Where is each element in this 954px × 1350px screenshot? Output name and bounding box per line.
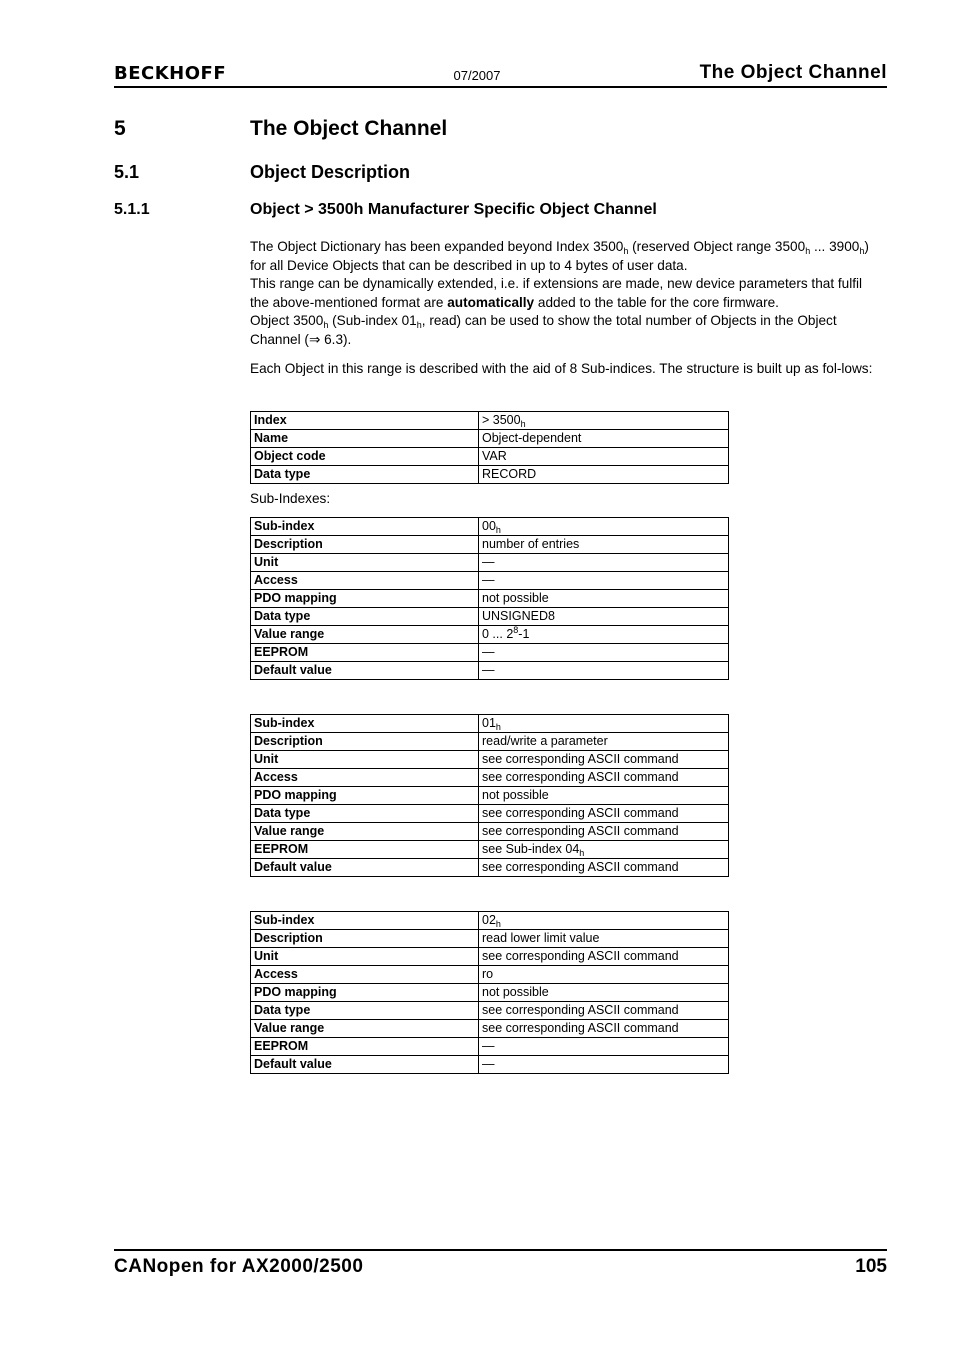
table-row [251,984,729,1002]
row-label: Data type [251,805,479,823]
row-value [479,841,729,859]
row-value [479,518,729,536]
value-text: not possible [482,788,549,802]
table-row [251,412,729,430]
value-text: 0 ... 2 [482,627,514,641]
intro-line-group-3 [250,312,880,349]
value-text: see corresponding ASCII command [482,824,679,838]
intro-text-segment: ... 3900 [810,239,860,254]
intro-paragraph [250,238,880,349]
row-label: Description [251,733,479,751]
value-text: see corresponding ASCII command [482,1003,679,1017]
row-label: Unit [251,751,479,769]
row-label: Data type [251,1002,479,1020]
row-value [479,608,729,626]
row-label: Unit [251,554,479,572]
row-value [479,536,729,554]
table-row [251,841,729,859]
row-label: PDO mapping [251,984,479,1002]
row-value [479,590,729,608]
row-value [479,823,729,841]
intro-text-segment: 6.3). [320,331,352,347]
table-row [251,930,729,948]
value-text: — [482,1057,495,1071]
header-date: 07/2007 [453,68,501,83]
row-label: Data type [251,608,479,626]
value-text: see corresponding ASCII command [482,860,679,874]
row-value [479,751,729,769]
row-label: Object code [251,448,479,466]
table-row [251,787,729,805]
table-row [251,769,729,787]
table-row [251,518,729,536]
footer-rule [114,1249,887,1251]
hex-suffix: h [323,320,329,330]
row-value [479,1056,729,1074]
table-row [251,823,729,841]
row-label: PDO mapping [251,787,479,805]
table-row [251,608,729,626]
hex-suffix: h [495,919,501,929]
value-text: see corresponding ASCII command [482,1021,679,1035]
intro-text-segment: , read) can be used to show the total number of Objects in the Object Channel ( [250,313,837,347]
row-value [479,1038,729,1056]
hex-suffix: h [416,320,422,330]
table-row [251,859,729,877]
value-text: see corresponding ASCII command [482,806,679,820]
value-text: — [482,573,495,587]
value-text: — [482,645,495,659]
value-text: number of entries [482,537,580,551]
row-value [479,769,729,787]
table-row [251,644,729,662]
heading-2-title: Object Description [250,162,411,182]
row-value [479,948,729,966]
heading-3-number: 5.1.1 [114,201,150,218]
object-table [250,411,729,484]
row-label: Access [251,966,479,984]
row-label: EEPROM [251,644,479,662]
intro-text-segment: The Object Dictionary has been expanded beyond Index 3500 [250,239,624,254]
row-value [479,966,729,984]
row-label: Default value [251,1056,479,1074]
row-value [479,912,729,930]
table-row [251,590,729,608]
intro-text-segment: Object 3500 [250,313,324,328]
value-text: not possible [482,591,549,605]
table-row [251,966,729,984]
row-value [479,572,729,590]
row-value [479,466,729,484]
value-text: 01 [482,716,496,730]
value-text: RECORD [482,467,537,481]
footer-page-number: 105 [855,1256,887,1277]
hex-suffix: h [623,246,629,256]
intro-text-segment: added to the table for the core firmware. [534,294,779,310]
table-row [251,626,729,644]
footer-document-title: CANopen for AX2000/2500 [114,1256,364,1277]
table-row [251,733,729,751]
table-row [251,466,729,484]
value-text: VAR [482,449,507,463]
header-section-title: The Object Channel [699,62,887,83]
row-label: PDO mapping [251,590,479,608]
row-label: Value range [251,1020,479,1038]
hex-suffix: h [805,246,811,256]
row-label: Sub-index [251,518,479,536]
row-value [479,715,729,733]
sub-index-01-table [250,714,729,877]
value-text: 00 [482,519,496,533]
row-label: Index [251,412,479,430]
row-label: Description [251,536,479,554]
exponent: 8 [513,625,519,635]
row-label: Access [251,572,479,590]
value-text: see corresponding ASCII command [482,752,679,766]
hex-suffix: h [579,848,585,858]
hex-suffix: h [495,525,501,535]
row-label: Default value [251,859,479,877]
value-tail: -1 [518,627,530,641]
value-text: ro [482,967,494,981]
row-value [479,412,729,430]
heading-3-title: Object > 3500h Manufacturer Specific Object Channel [250,201,657,218]
value-text: — [482,663,495,677]
heading-2-number: 5.1 [114,162,140,182]
value-text: see Sub-index 04 [482,842,580,856]
row-value [479,1020,729,1038]
value-text: — [482,555,495,569]
value-text: see corresponding ASCII command [482,770,679,784]
table-row [251,1020,729,1038]
intro-text-segment: (reserved Object range 3500 [628,239,806,254]
table-row [251,1056,729,1074]
table-row [251,912,729,930]
value-text: not possible [482,985,549,999]
arrow-icon: ⇒ [308,331,321,347]
row-value [479,805,729,823]
row-label: Sub-index [251,912,479,930]
value-text: read/write a parameter [482,734,608,748]
row-label: Default value [251,662,479,680]
row-value [479,430,729,448]
beckhoff-logo: BECKHOFF [114,63,227,84]
row-value [479,626,729,644]
row-value [479,1002,729,1020]
table-row [251,448,729,466]
sub-indexes-label: Sub-Indexes: [250,491,331,506]
table-row [251,751,729,769]
row-value [479,859,729,877]
intro-text-segment: ) for all Device Objects that can be described in up to 4 bytes of user data. [250,239,869,273]
row-value [479,448,729,466]
structure-paragraph: Each Object in this range is described with the aid of 8 Sub-indices. The structure is built up as fol-lows: [250,361,873,376]
value-text: > 3500 [482,413,521,427]
heading-1-number: 5 [114,117,126,140]
value-text: UNSIGNED8 [482,609,555,623]
header-rule [114,86,887,88]
sub-index-00-table [250,517,729,680]
value-text: — [482,1039,495,1053]
row-value [479,644,729,662]
table-row [251,1038,729,1056]
table-row [251,715,729,733]
table-row [251,805,729,823]
row-value [479,787,729,805]
intro-bold-word: automatically [447,294,535,310]
table-row [251,662,729,680]
row-value [479,930,729,948]
sub-index-02-table [250,911,729,1074]
row-label: Value range [251,823,479,841]
value-text: 02 [482,913,496,927]
table-row [251,536,729,554]
hex-suffix: h [520,419,526,429]
table-row [251,554,729,572]
row-label: EEPROM [251,841,479,859]
row-value [479,984,729,1002]
table-row [251,430,729,448]
intro-line-group-2 [250,275,880,312]
row-label: Data type [251,466,479,484]
table-row [251,572,729,590]
intro-text-segment: (Sub-index 01 [328,313,417,328]
row-label: Access [251,769,479,787]
row-label: Description [251,930,479,948]
intro-line-group-1 [250,238,880,275]
value-text: see corresponding ASCII command [482,949,679,963]
hex-suffix: h [859,246,865,256]
row-label: Value range [251,626,479,644]
value-text: Object-dependent [482,431,582,445]
row-label: Sub-index [251,715,479,733]
table-row [251,948,729,966]
table-row [251,1002,729,1020]
row-value [479,662,729,680]
row-value [479,733,729,751]
row-label: EEPROM [251,1038,479,1056]
intro-text-segment: This range can be dynamically extended, i.e. if extensions are made, new device parameters that fulfil the above-mentioned format are [250,276,863,310]
value-text: read lower limit value [482,931,600,945]
row-value [479,554,729,572]
hex-suffix: h [495,722,501,732]
row-label: Unit [251,948,479,966]
row-label: Name [251,430,479,448]
heading-1-title: The Object Channel [250,117,448,140]
